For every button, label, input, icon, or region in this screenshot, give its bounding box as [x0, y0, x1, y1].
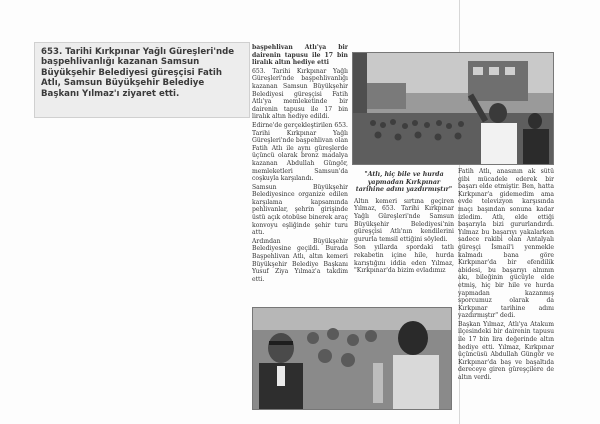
col1-para-3: Edirne'de gerçekleştirilen 653. Tarihi Kırkpınar Yağlı Güreşleri'nde başpehlivan olan Fatih Atlı ile aynı güreşlerde üçüncü olarak bronz madalya kazanan Abdullah Güngör, memleketleri Samsun'da coşkuyla karşılandı.	[252, 121, 348, 183]
col1-para-1: başpehlivan Atlı'ya bir dairenin tapusu ile 17 bin liralık altın hediye etti	[252, 44, 348, 67]
col3-para-2: Başkan Yılmaz, Atlı'ya Atakum ilçesindeki bir dairenin tapusu ile 17 bin lira değerinde altın hediye etti. Yılmaz, Kırkpınar üçüncüsü Abdullah Güngör ve Kırkpınar'da baş ve başaltıda dereceye giren güreşçilere de altın verdi.	[458, 320, 554, 382]
photo-crowd-celebration	[352, 52, 554, 165]
article-headline: 653. Tarihi Kırkpınar Yağlı Güreşleri'nde başpehlivanlığı kazanan Samsun Büyükşehir Belediyesi güreşçisi Fatih Atlı, Samsun Büyükşehir Belediye Başkanı Yılmaz'ı ziyaret etti.	[34, 42, 250, 118]
col1-para-5: Ardından Büyükşehir Belediyesine geçildi. Burada Başpehlivan Atlı, altın kemeri Büyükşehir Belediye Başkanı Yusuf Ziya Yılmaz'a takdim etti.	[252, 237, 348, 283]
col1-para-4: Samsun Büyükşehir Belediyesince organize edilen karşılama kapsamında pehlivanlar, şehrin girişinde üstü açık otobüse binerek araç konvoyu eşliğinde şehir turu attı.	[252, 183, 348, 237]
col3-para-1: Fatih Atlı, anasının ak sütü gibi mücadele ederek bir başarı elde etmiştir. Ben, hatta Kırkpınar'a gidemedim ama evde televizyon karşısında maçı başından sonuna kadar izledim. Atlı, elde ettiği başarıyla bizi gururlandırdı. Yılmaz bu başarıyı yakalarken sadece rakibi olan Antalyalı güreşçi İsmail'i yenmekle kalmadı bana göre Kırkpınar'da bir efendilik abidesi, bu başarıyı alnının akı, bileğinin gücüyle elde etmiş, hiç bir hile ve hurda yapmadan kazanmış sporcumuz olarak da Kırkpınar tarihine adını yazdırmıştır" dedi.	[458, 168, 554, 320]
col2-para-2: Son yıllarda spordaki tatlı rekabetin içine hile, hurda karıştığını iddia eden Yılmaz, "Kırkpınar'da bizim evladımız	[354, 244, 454, 275]
col1-para-2: 653. Tarihi Kırkpınar Yağlı Güreşleri'nde başpehlivanlığı kazanan Samsun Büyükşehir Belediyesi güreşçisi Fatih Atlı'ya memleketinde bir dairenin tapusu ile 17 bin liralık altın hediye edildi.	[252, 67, 348, 121]
photo-crowd-graphic	[353, 53, 553, 164]
photo-closeup-graphic	[253, 308, 451, 409]
article-column-3	[458, 168, 554, 410]
col2-para-1: Altın kemeri sırtına geçiren Yılmaz, 653. Tarihi Kırkpınar Yağlı Güreşleri'nde Samsun Büyükşehir Belediyesi'nin güreşçisi Atlı'nın kendilerini gururla temsil ettiğini söyledi.	[354, 197, 454, 243]
pull-quote: "Atlı, hiç bile ve hurda yapmadan Kırkpınar tarihine adını yazdırmıştır"	[355, 171, 453, 194]
article-column-1	[252, 44, 348, 302]
article-column-2	[354, 168, 454, 304]
photo-wrestler-closeup	[252, 307, 452, 410]
